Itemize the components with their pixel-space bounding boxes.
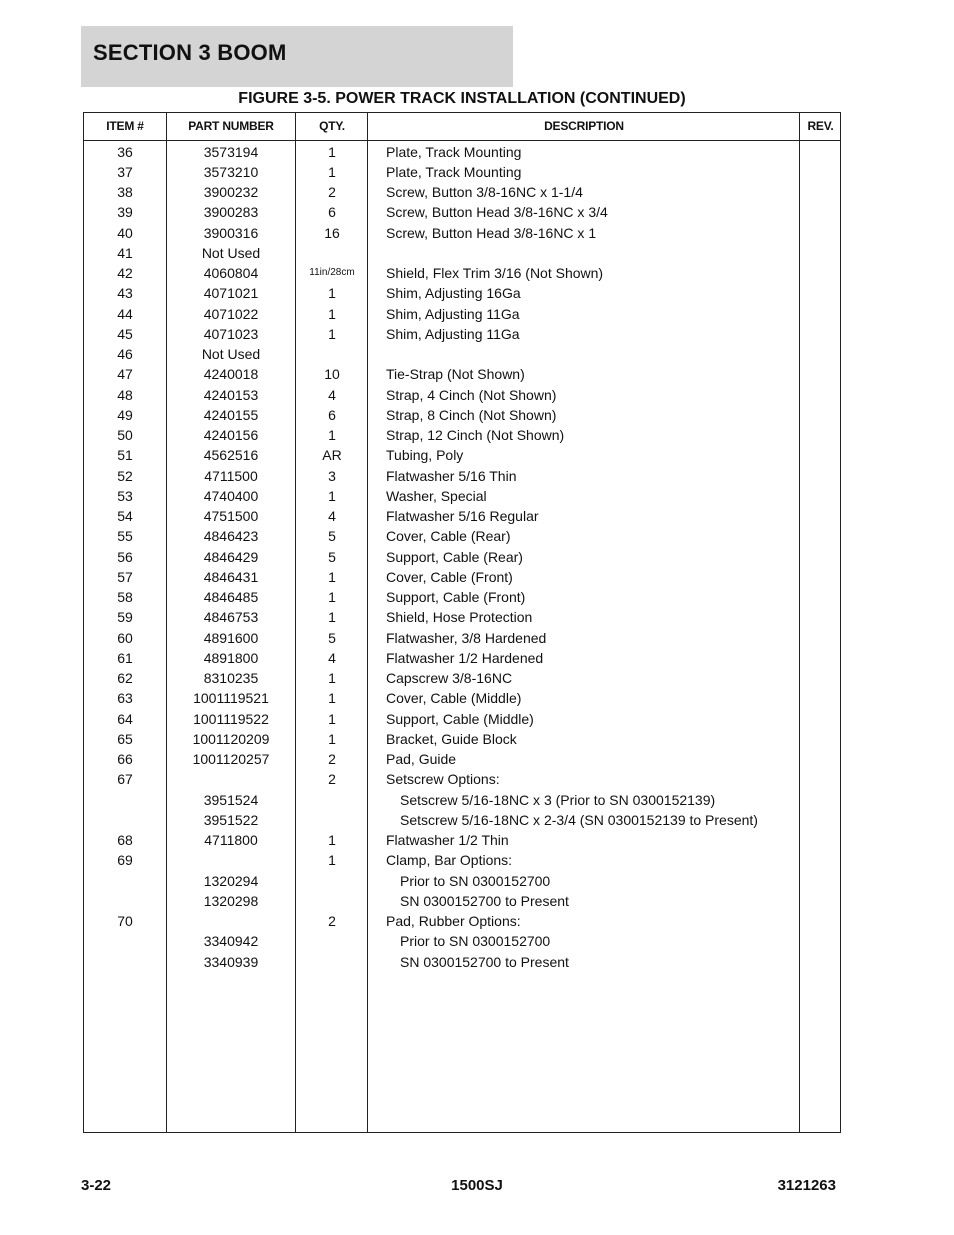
- item-number: 64: [117, 710, 133, 727]
- item-number: 66: [117, 751, 133, 767]
- part-number: 1320294: [203, 872, 259, 889]
- footer-doc-number: 3121263: [777, 1177, 836, 1194]
- description: Prior to SN 0300152700: [400, 933, 551, 950]
- table-row: [84, 304, 840, 324]
- part-number: Not Used: [201, 346, 261, 362]
- description: Setscrew 5/16-18NC x 3 (Prior to SN 0300152139): [400, 791, 716, 808]
- part-number: 4846485: [203, 589, 259, 605]
- table-row: [84, 931, 840, 951]
- table-row: [84, 810, 840, 830]
- part-number: 3340942: [203, 933, 259, 950]
- table-row: [84, 891, 840, 911]
- part-number: 4846423: [203, 528, 259, 545]
- part-number: 4240156: [203, 427, 259, 443]
- item-number: 50: [117, 427, 133, 443]
- quantity: 5: [328, 548, 336, 565]
- description: Strap, 12 Cinch (Not Shown): [386, 427, 565, 443]
- part-number: 4846429: [203, 548, 259, 565]
- part-number: 4751500: [203, 508, 259, 524]
- description: Pad, Rubber Options:: [386, 913, 521, 929]
- part-number: 3900316: [203, 224, 259, 241]
- table-row: [84, 466, 840, 486]
- part-number: 4740400: [203, 487, 259, 504]
- header-rev: REV.: [807, 119, 834, 133]
- part-number: 4562516: [203, 447, 259, 464]
- part-number: 1001120257: [192, 751, 270, 767]
- description: Support, Cable (Rear): [386, 548, 523, 565]
- item-number: 40: [117, 224, 133, 241]
- table-row: [84, 385, 840, 405]
- table-row: [84, 628, 840, 648]
- item-number: 51: [117, 447, 133, 464]
- part-number: 4071023: [203, 325, 259, 342]
- item-number: 63: [117, 690, 133, 707]
- table-row: [84, 344, 840, 364]
- part-number: 1001120209: [192, 730, 270, 747]
- part-number: 3951522: [203, 811, 259, 828]
- description: Strap, 4 Cinch (Not Shown): [386, 386, 557, 403]
- description: Flatwasher 1/2 Hardened: [386, 649, 544, 666]
- table-row: [84, 445, 840, 465]
- description: Screw, Button Head 3/8-16NC x 1: [386, 224, 597, 241]
- description: Plate, Track Mounting: [386, 163, 522, 180]
- quantity: 4: [328, 508, 336, 524]
- description: Flatwasher 5/16 Thin: [386, 467, 517, 484]
- item-number: 57: [117, 568, 133, 585]
- item-number: 65: [117, 730, 133, 747]
- item-number: 60: [117, 629, 133, 646]
- item-number: 36: [117, 143, 133, 160]
- part-number: Not Used: [201, 244, 261, 261]
- description: Tubing, Poly: [386, 447, 464, 464]
- quantity: 1: [328, 163, 336, 180]
- parts-table: [83, 112, 841, 1133]
- quantity: 1: [328, 609, 336, 626]
- table-row: [84, 263, 840, 283]
- header-part-number: PART NUMBER: [188, 119, 274, 133]
- table-row: [84, 182, 840, 202]
- description: Washer, Special: [386, 487, 487, 504]
- description: Plate, Track Mounting: [386, 143, 522, 160]
- table-row: [84, 364, 840, 384]
- quantity: 1: [328, 832, 336, 848]
- description: Shim, Adjusting 16Ga: [386, 285, 521, 302]
- part-number: 4711500: [204, 467, 258, 484]
- footer-page-number: 3-22: [81, 1177, 112, 1194]
- item-number: 39: [117, 204, 133, 221]
- quantity: 5: [328, 528, 336, 545]
- description: Flatwasher 5/16 Regular: [386, 508, 539, 524]
- quantity: 11in/28cm: [309, 267, 355, 278]
- part-number: 3573194: [203, 143, 259, 160]
- quantity: AR: [322, 447, 342, 464]
- description: Setscrew 5/16-18NC x 2-3/4 (SN 0300152139 to Present): [400, 811, 758, 828]
- part-number: 4071022: [203, 305, 259, 322]
- item-number: 58: [117, 589, 133, 605]
- item-number: 54: [117, 508, 133, 524]
- item-number: 53: [117, 487, 133, 504]
- header-description: DESCRIPTION: [544, 119, 624, 133]
- table-row: [84, 871, 840, 891]
- quantity: 2: [328, 184, 336, 200]
- quantity: 6: [328, 204, 336, 221]
- quantity: 1: [328, 487, 336, 504]
- part-number: 3340939: [203, 953, 259, 970]
- part-number: 3951524: [203, 791, 259, 808]
- item-number: 61: [117, 649, 133, 666]
- quantity: 1: [328, 285, 336, 302]
- quantity: 5: [328, 629, 336, 646]
- table-row: [84, 405, 840, 425]
- table-row: [84, 324, 840, 344]
- quantity: 2: [328, 771, 336, 788]
- item-number: 47: [117, 366, 133, 383]
- item-number: 49: [117, 406, 133, 423]
- table-row: [84, 911, 840, 931]
- item-number: 37: [117, 163, 133, 180]
- description: Flatwasher, 3/8 Hardened: [386, 629, 547, 646]
- quantity: 1: [328, 670, 336, 686]
- quantity: 1: [328, 589, 336, 605]
- quantity: 1: [328, 730, 336, 747]
- part-number: 4846753: [203, 609, 259, 626]
- description: Flatwasher 1/2 Thin: [386, 832, 509, 848]
- table-row: [84, 283, 840, 303]
- item-number: 62: [117, 670, 133, 686]
- table-row: [84, 142, 840, 162]
- item-number: 67: [117, 771, 133, 788]
- part-number: 4060804: [203, 265, 259, 281]
- part-number: 8310235: [203, 670, 259, 686]
- footer-model: 1500SJ: [451, 1177, 503, 1194]
- description: Screw, Button Head 3/8-16NC x 3/4: [386, 204, 608, 221]
- description: Cover, Cable (Rear): [386, 528, 511, 545]
- item-number: 44: [117, 305, 133, 322]
- description: Shim, Adjusting 11Ga: [386, 325, 520, 342]
- table-row: [84, 688, 840, 708]
- description: SN 0300152700 to Present: [400, 953, 569, 970]
- quantity: 1: [328, 568, 336, 585]
- description: Tie-Strap (Not Shown): [386, 366, 525, 383]
- description: Cover, Cable (Middle): [386, 690, 522, 707]
- part-number: 4240018: [203, 366, 259, 383]
- description: SN 0300152700 to Present: [400, 892, 569, 909]
- part-number: 4891600: [203, 629, 259, 646]
- description: Screw, Button 3/8-16NC x 1-1/4: [386, 184, 583, 200]
- table-row: [84, 709, 840, 729]
- part-number: 4711800: [204, 832, 258, 848]
- part-number: 4891800: [203, 649, 259, 666]
- table-row: [84, 506, 840, 526]
- quantity: 4: [328, 386, 336, 403]
- table-row: [84, 668, 840, 688]
- table-row: [84, 223, 840, 243]
- item-number: 55: [117, 528, 133, 545]
- table-row: [84, 790, 840, 810]
- quantity: 10: [324, 366, 340, 383]
- item-number: 59: [117, 609, 133, 626]
- part-number: 1001119522: [193, 710, 269, 727]
- quantity: 16: [324, 224, 340, 241]
- description: Clamp, Bar Options:: [386, 852, 513, 869]
- quantity: 3: [328, 467, 336, 484]
- header-qty: QTY.: [319, 119, 345, 133]
- table-row: [84, 567, 840, 587]
- table-row: [84, 749, 840, 769]
- table-row: [84, 425, 840, 445]
- part-number: 3900283: [203, 204, 259, 221]
- table-row: [84, 202, 840, 222]
- table-row: [84, 526, 840, 546]
- section-title: SECTION 3 BOOM: [93, 40, 287, 65]
- description: Support, Cable (Front): [386, 589, 526, 605]
- item-number: 68: [117, 832, 133, 848]
- part-number: 3900232: [203, 184, 259, 200]
- figure-title: FIGURE 3-5. POWER TRACK INSTALLATION (CONTINUED): [238, 90, 686, 107]
- quantity: 6: [328, 406, 336, 423]
- quantity: 1: [328, 143, 336, 160]
- item-number: 56: [117, 548, 133, 565]
- item-number: 70: [117, 913, 133, 929]
- part-number: 1001119521: [193, 690, 269, 707]
- quantity: 1: [328, 305, 336, 322]
- quantity: 2: [328, 751, 336, 767]
- item-number: 46: [117, 346, 133, 362]
- table-row: [84, 243, 840, 263]
- description: Cover, Cable (Front): [386, 568, 513, 585]
- description: Shim, Adjusting 11Ga: [386, 305, 520, 322]
- description: Shield, Flex Trim 3/16 (Not Shown): [386, 265, 604, 281]
- item-number: 38: [117, 184, 133, 200]
- part-number: 4240155: [203, 406, 259, 423]
- table-row: [84, 729, 840, 749]
- quantity: 1: [328, 710, 336, 727]
- description: Setscrew Options:: [386, 771, 500, 788]
- quantity: 4: [328, 649, 336, 666]
- part-number: 4240153: [203, 386, 259, 403]
- description: Strap, 8 Cinch (Not Shown): [386, 406, 557, 423]
- item-number: 43: [117, 285, 133, 302]
- quantity: 2: [328, 913, 336, 929]
- description: Support, Cable (Middle): [386, 710, 534, 727]
- quantity: 1: [328, 427, 336, 443]
- description: Bracket, Guide Block: [386, 730, 517, 747]
- item-number: 45: [117, 325, 133, 342]
- table-row: [84, 587, 840, 607]
- item-number: 42: [117, 265, 133, 281]
- description: Pad, Guide: [386, 751, 457, 767]
- item-number: 52: [117, 467, 133, 484]
- section-banner: [81, 26, 513, 87]
- description: Capscrew 3/8-16NC: [386, 670, 513, 686]
- table-row: [84, 607, 840, 627]
- item-number: 41: [117, 244, 133, 261]
- quantity: 1: [328, 852, 336, 869]
- part-number: 3573210: [203, 163, 259, 180]
- item-number: 69: [117, 852, 133, 869]
- part-number: 4846431: [203, 568, 259, 585]
- table-row: [84, 162, 840, 182]
- table-row: [84, 648, 840, 668]
- quantity: 1: [328, 690, 336, 707]
- part-number: 4071021: [203, 285, 259, 302]
- quantity: 1: [328, 325, 336, 342]
- table-row: [84, 547, 840, 567]
- table-row: [84, 769, 840, 789]
- table-row: [84, 486, 840, 506]
- description: Prior to SN 0300152700: [400, 872, 551, 889]
- table-row: [84, 952, 840, 972]
- description: Shield, Hose Protection: [386, 609, 533, 626]
- table-row: [84, 850, 840, 870]
- part-number: 1320298: [203, 892, 259, 909]
- table-row: [84, 830, 840, 850]
- header-item: ITEM #: [106, 119, 144, 133]
- item-number: 48: [117, 386, 133, 403]
